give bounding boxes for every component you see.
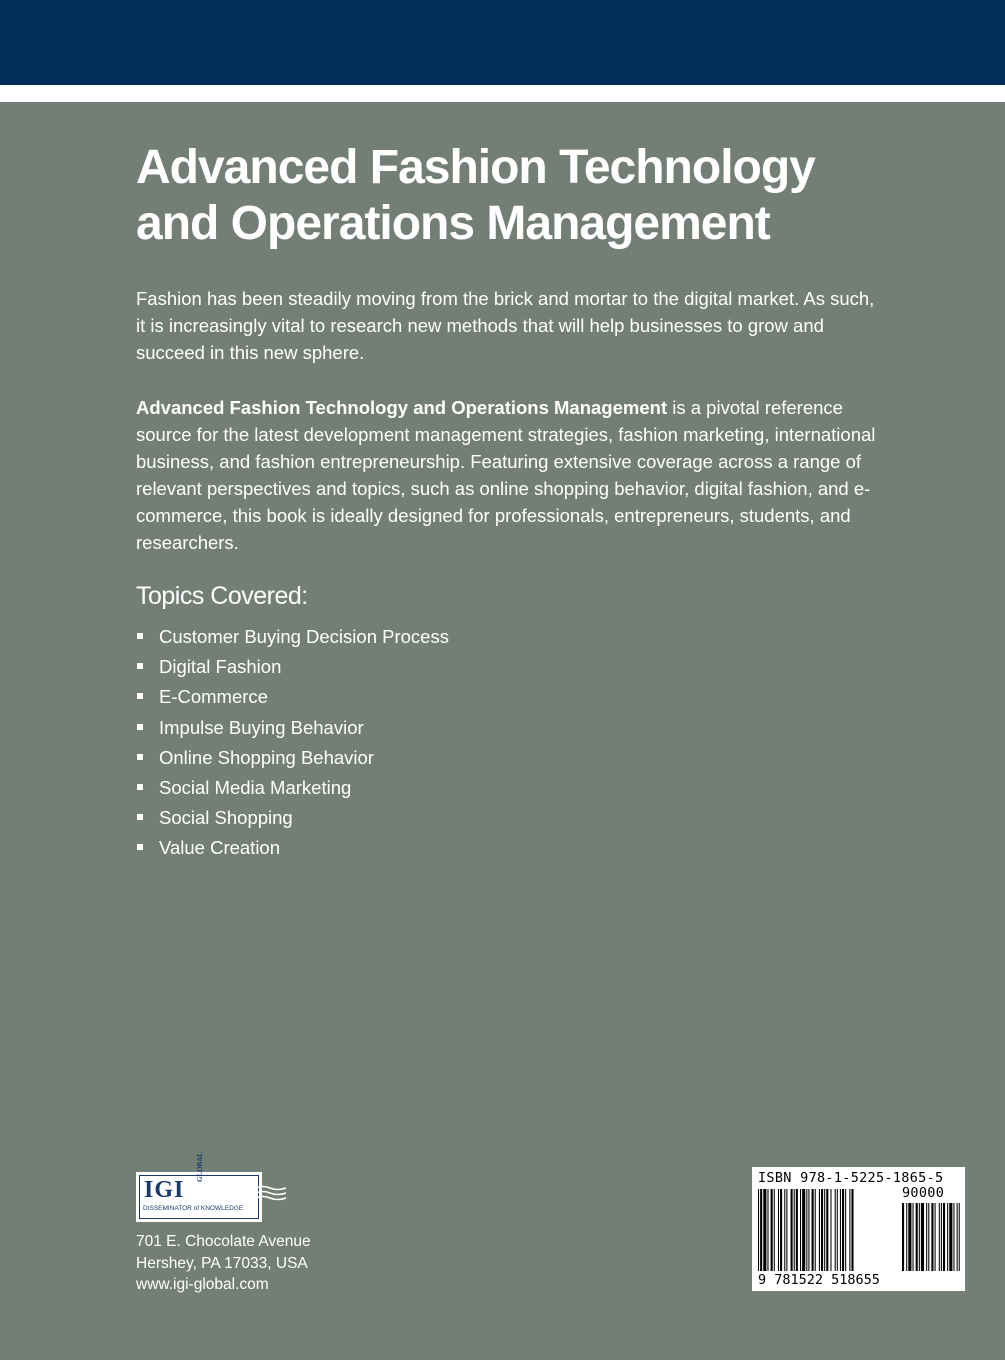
- ean-digits: 9 781522 518655: [758, 1272, 880, 1288]
- square-bullet-icon: [137, 814, 143, 820]
- price-code: 90000: [902, 1185, 945, 1201]
- topic-label: Social Media Marketing: [159, 776, 352, 798]
- topics-list: [136, 622, 449, 864]
- topic-item: [136, 803, 449, 833]
- square-bullet-icon: [137, 633, 143, 639]
- topic-item: [136, 622, 449, 652]
- square-bullet-icon: [137, 844, 143, 850]
- topic-item: [136, 652, 449, 682]
- publisher-address: [136, 1231, 311, 1296]
- isbn-barcode-box: [752, 1167, 965, 1291]
- square-bullet-icon: [137, 724, 143, 730]
- topic-item: [136, 743, 449, 773]
- top-color-band: [0, 0, 1005, 85]
- topic-label: Social Shopping: [159, 807, 293, 829]
- book-title: [136, 140, 936, 252]
- address-city: Hershey, PA 17033, USA: [136, 1254, 308, 1272]
- square-bullet-icon: [137, 784, 143, 790]
- square-bullet-icon: [137, 693, 143, 699]
- topic-label: Value Creation: [159, 837, 281, 859]
- topic-item: [136, 713, 449, 743]
- isbn-label: ISBN 978-1-5225-1865-5: [758, 1170, 944, 1186]
- book-title-line-1: Advanced Fashion Technology: [136, 141, 815, 194]
- logo-global-text: GLOBAL: [196, 1152, 204, 1182]
- intro-paragraph: Fashion has been steadily moving from the brick and mortar to the digital market. As such, it is increasingly vital to research new methods that will help businesses to grow and succeed in this new sphere.: [136, 288, 875, 363]
- topic-label: E-Commerce: [159, 686, 268, 708]
- description-text: is a pivotal reference source for the latest development management strategies, fashion marketing, international business, and fashion entrepreneurship. Featuring extensive coverage across a range of relevant perspectives and topics, such as online shopping behavior, digital fashion, and e-commerce, this book is ideally designed for professionals, entrepreneurs, students, and researchers.: [136, 397, 876, 553]
- topic-label: Impulse Buying Behavior: [159, 716, 364, 738]
- square-bullet-icon: [137, 754, 143, 760]
- topic-item: [136, 773, 449, 803]
- topic-item: [136, 833, 449, 863]
- topic-label: Digital Fashion: [159, 656, 282, 678]
- logo-tagline: DISSEMINATOR of KNOWLEDGE: [143, 1205, 244, 1212]
- description-paragraph: [136, 394, 876, 556]
- topic-label: Online Shopping Behavior: [159, 746, 374, 768]
- igi-global-logo: [136, 1152, 262, 1222]
- square-bullet-icon: [137, 663, 143, 669]
- topic-item: [136, 682, 449, 712]
- description-bold-title: Advanced Fashion Technology and Operations Management: [136, 397, 668, 418]
- publisher-website: www.igi-global.com: [136, 1276, 269, 1293]
- logo-waves-icon: [256, 1182, 286, 1206]
- address-street: 701 E. Chocolate Avenue: [136, 1233, 311, 1250]
- logo-igi-text: IGI: [144, 1177, 185, 1203]
- topics-heading: Topics Covered:: [136, 582, 308, 610]
- topic-label: Customer Buying Decision Process: [159, 626, 449, 647]
- white-divider-strip: [0, 85, 1005, 102]
- book-title-line-2: and Operations Management: [136, 197, 770, 250]
